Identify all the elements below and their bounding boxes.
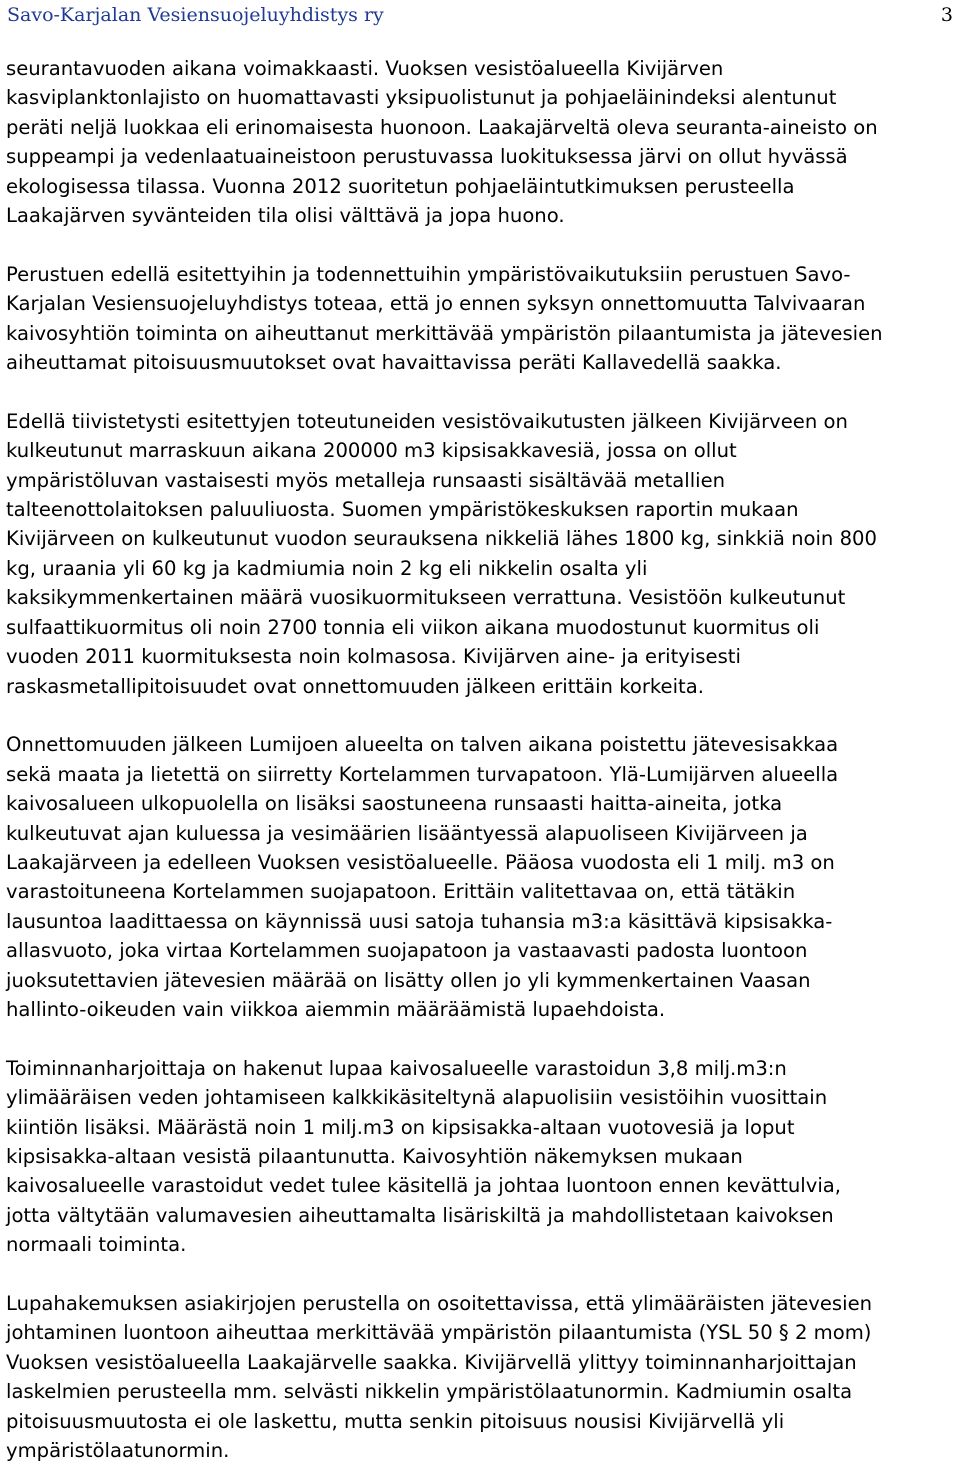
- text-line: kipsisakka-altaan vesistä pilaantunutta. Kaivosyhtiön näkemyksen mukaan: [6, 1144, 743, 1168]
- text-line: kaivosalueelle varastoidut vedet tulee käsitellä ja johtaa luontoon ennen kevättulvia,: [6, 1174, 842, 1198]
- text-line: kg, uraania yli 60 kg ja kadmiumia noin 2 kg eli nikkelin osalta yli: [6, 556, 648, 580]
- text-line: pitoisuusmuutosta ei ole laskettu, mutta senkin pitoisuus nousisi Kivijärvellä yli: [6, 1409, 785, 1433]
- text-line: ylimääräisen veden johtamiseen kalkkikäsiteltynä alapuolisiin vesistöihin vuosittain: [6, 1086, 828, 1110]
- text-line: ympäristölaatunormin.: [6, 1439, 230, 1463]
- text-line: kasviplanktonlajisto on huomattavasti yksipuolistunut ja pohjaeläinindeksi alentunut: [6, 86, 837, 110]
- text-line: Karjalan Vesiensuojeluyhdistys toteaa, että jo ennen syksyn onnettomuutta Talvivaaran: [6, 292, 866, 316]
- text-line: aiheuttamat pitoisuusmuutokset ovat havaittavissa peräti Kallavedellä saakka.: [6, 351, 782, 375]
- paragraph: [6, 407, 954, 701]
- text-line: kaivosyhtiön toiminta on aiheuttanut merkittävää ympäristön pilaantumista ja jätevesien: [6, 321, 883, 345]
- page-header: [7, 4, 953, 32]
- text-line: suppeampi ja vedenlaatuaineistoon perustuvassa luokituksessa järvi on ollut hyvässä: [6, 145, 848, 169]
- paragraph: [6, 1054, 954, 1260]
- text-line: normaali toiminta.: [6, 1233, 187, 1257]
- header-title: Savo-Karjalan Vesiensuojeluyhdistys ry: [7, 4, 384, 26]
- paragraph: [6, 1289, 954, 1465]
- text-line: Toiminnanharjoittaja on hakenut lupaa kaivosalueelle varastoidun 3,8 milj.m3:n: [6, 1056, 787, 1080]
- text-line: Laakajärveen ja edelleen Vuoksen vesistöalueelle. Pääosa vuodosta eli 1 milj. m3 on: [6, 850, 835, 874]
- text-line: sekä maata ja lietettä on siirretty Kortelammen turvapatoon. Ylä-Lumijärven alueella: [6, 762, 839, 786]
- text-line: juoksutettavien jätevesien määrää on lisätty ollen jo yli kymmenkertainen Vaasan: [6, 968, 811, 992]
- text-line: Kivijärveen on kulkeutunut vuodon seurauksena nikkeliä lähes 1800 kg, sinkkiä noin 800: [6, 527, 877, 551]
- text-line: kaksikymmenkertainen määrä vuosikuormitukseen verrattuna. Vesistöön kulkeutunut: [6, 586, 846, 610]
- paragraph: [6, 54, 954, 230]
- paragraph: [6, 260, 954, 378]
- text-line: allasvuoto, joka virtaa Kortelammen suojapatoon ja vastaavasti padosta luontoon: [6, 939, 808, 963]
- text-line: jotta vältytään valumavesien aiheuttamalta lisäriskiltä ja mahdollistetaan kaivoksen: [6, 1203, 834, 1227]
- text-line: Edellä tiivistetysti esitettyjen toteutuneiden vesistövaikutusten jälkeen Kivijärveen on: [6, 409, 848, 433]
- text-line: Vuoksen vesistöalueella Laakajärvelle saakka. Kivijärvellä ylittyy toiminnanharjoittajan: [6, 1350, 857, 1374]
- text-line: johtaminen luontoon aiheuttaa merkittävää ympäristön pilaantumista (YSL 50 § 2 mom): [6, 1321, 872, 1345]
- text-line: kiintiön lisäksi. Määrästä noin 1 milj.m3 on kipsisakka-altaan vuotovesiä ja loput: [6, 1115, 795, 1139]
- text-line: Perustuen edellä esitettyihin ja todennettuihin ympäristövaikutuksiin perustuen Savo-: [6, 262, 851, 286]
- text-line: sulfaattikuormitus oli noin 2700 tonnia eli viikon aikana muodostunut kuormitus oli: [6, 615, 820, 639]
- text-line: varastoituneena Kortelammen suojapatoon. Erittäin valitettavaa on, että tätäkin: [6, 880, 796, 904]
- text-line: peräti neljä luokkaa eli erinomaisesta huonoon. Laakajärveltä oleva seuranta-aineisto on: [6, 115, 878, 139]
- text-line: kaivosalueen ulkopuolella on lisäksi saostuneena runsaasti haitta-aineita, jotka: [6, 792, 783, 816]
- text-line: kulkeutuvat ajan kuluessa ja vesimäärien lisääntyessä alapuoliseen Kivijärveen ja: [6, 821, 808, 845]
- text-line: vuoden 2011 kuormituksesta noin kolmasosa. Kivijärven aine- ja erityisesti: [6, 645, 741, 669]
- text-line: lausuntoa laadittaessa on käynnissä uusi satoja tuhansia m3:a käsittävä kipsisakka-: [6, 909, 833, 933]
- text-line: hallinto-oikeuden vain viikkoa aiemmin määräämistä lupaehdoista.: [6, 997, 666, 1021]
- page-number: 3: [940, 4, 953, 26]
- text-line: seurantavuoden aikana voimakkaasti. Vuoksen vesistöalueella Kivijärven: [6, 57, 724, 80]
- text-line: ekologisessa tilassa. Vuonna 2012 suoritetun pohjaeläintutkimuksen perusteella: [6, 174, 795, 198]
- text-line: Lupahakemuksen asiakirjojen perustella on osoitettavissa, että ylimääräisten jätevesien: [6, 1291, 873, 1315]
- text-line: raskasmetallipitoisuudet ovat onnettomuuden jälkeen erittäin korkeita.: [6, 674, 704, 698]
- text-line: talteenottolaitoksen paluuliuosta. Suomen ympäristökeskuksen raportin mukaan: [6, 498, 799, 522]
- text-line: Laakajärven syvänteiden tila olisi välttävä ja jopa huono.: [6, 204, 565, 228]
- text-line: ympäristöluvan vastaisesti myös metalleja runsaasti sisältävää metallien: [6, 468, 726, 492]
- document-body: [6, 54, 954, 1465]
- paragraph: [6, 730, 954, 1024]
- text-line: Onnettomuuden jälkeen Lumijoen alueelta on talven aikana poistettu jätevesisakkaa: [6, 733, 839, 757]
- text-line: laskelmien perusteella mm. selvästi nikkelin ympäristölaatunormin. Kadmiumin osalta: [6, 1380, 853, 1404]
- text-line: kulkeutunut marraskuun aikana 200000 m3 kipsisakkavesiä, jossa on ollut: [6, 439, 737, 463]
